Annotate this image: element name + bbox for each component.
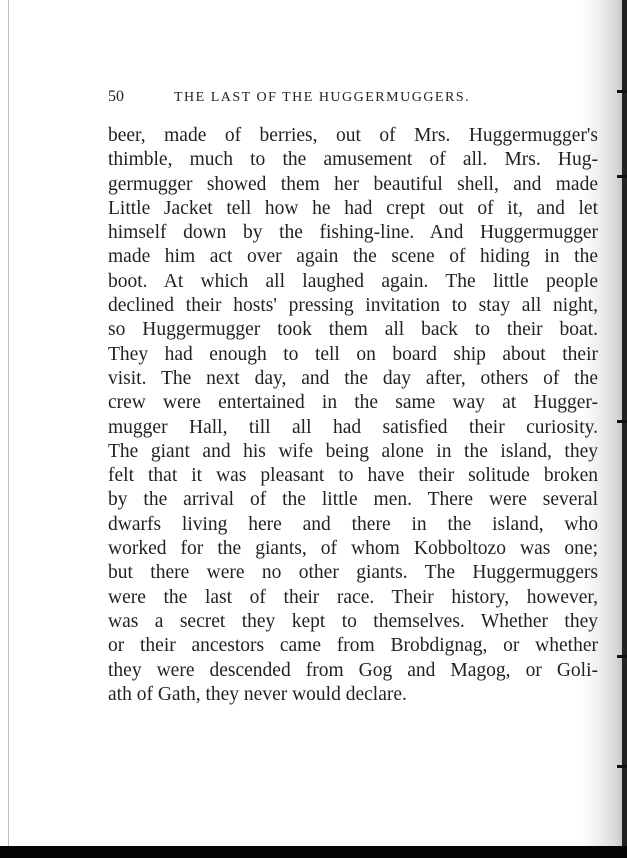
body-text	[108, 124, 598, 707]
text-line: boot. At which all laughed again. The little people	[108, 270, 598, 292]
text-line: dwarfs living here and there in the island, who	[108, 513, 598, 535]
edge-mark	[617, 175, 627, 178]
text-line: so Huggermugger took them all back to their boat.	[108, 319, 598, 341]
page-left-edge	[8, 0, 9, 846]
text-line: mugger Hall, till all had satisfied their curiosity.	[108, 416, 598, 438]
edge-mark	[617, 90, 627, 93]
text-line: felt that it was pleasant to have their solitude broken	[108, 465, 598, 487]
text-line: himself down by the fishing-line. And Huggermugger	[108, 222, 598, 244]
text-line: ath of Gath, they never would declare.	[108, 683, 407, 705]
text-line: by the arrival of the little men. There were several	[108, 489, 598, 511]
edge-mark	[617, 655, 627, 658]
page-right-edge	[622, 0, 627, 846]
text-line: declined their hosts' pressing invitation to stay all night,	[108, 295, 598, 317]
text-line: visit. The next day, and the day after, others of the	[108, 367, 598, 389]
edge-mark	[617, 420, 627, 423]
text-line: was a secret they kept to themselves. Whether they	[108, 610, 598, 632]
scan-bottom-border	[0, 846, 627, 858]
text-line: The giant and his wife being alone in the island, they	[108, 440, 598, 462]
text-line: made him act over again the scene of hiding in the	[108, 246, 598, 268]
text-line: or their ancestors came from Brobdignag, or whether	[108, 635, 598, 657]
text-line: beer, made of berries, out of Mrs. Huggermugger's	[108, 125, 598, 146]
text-line: They had enough to tell on board ship about their	[108, 343, 598, 365]
text-line: Little Jacket tell how he had crept out of it, and let	[108, 197, 598, 219]
edge-mark	[617, 765, 627, 768]
text-line: worked for the giants, of whom Kobboltozo was one;	[108, 538, 598, 560]
text-line: were the last of their race. Their history, however,	[108, 586, 598, 608]
text-line: germugger showed them her beautiful shell, and made	[108, 173, 598, 195]
text-line: but there were no other giants. The Huggermuggers	[108, 562, 598, 584]
text-line: thimble, much to the amusement of all. Mrs. Hug-	[108, 149, 598, 171]
page-number: 50	[108, 88, 124, 105]
text-line: crew were entertained in the same way at Hugger-	[108, 392, 598, 414]
text-line: they were descended from Gog and Magog, or Goli-	[108, 659, 598, 681]
running-title: THE LAST OF THE HUGGERMUGGERS.	[174, 90, 471, 105]
